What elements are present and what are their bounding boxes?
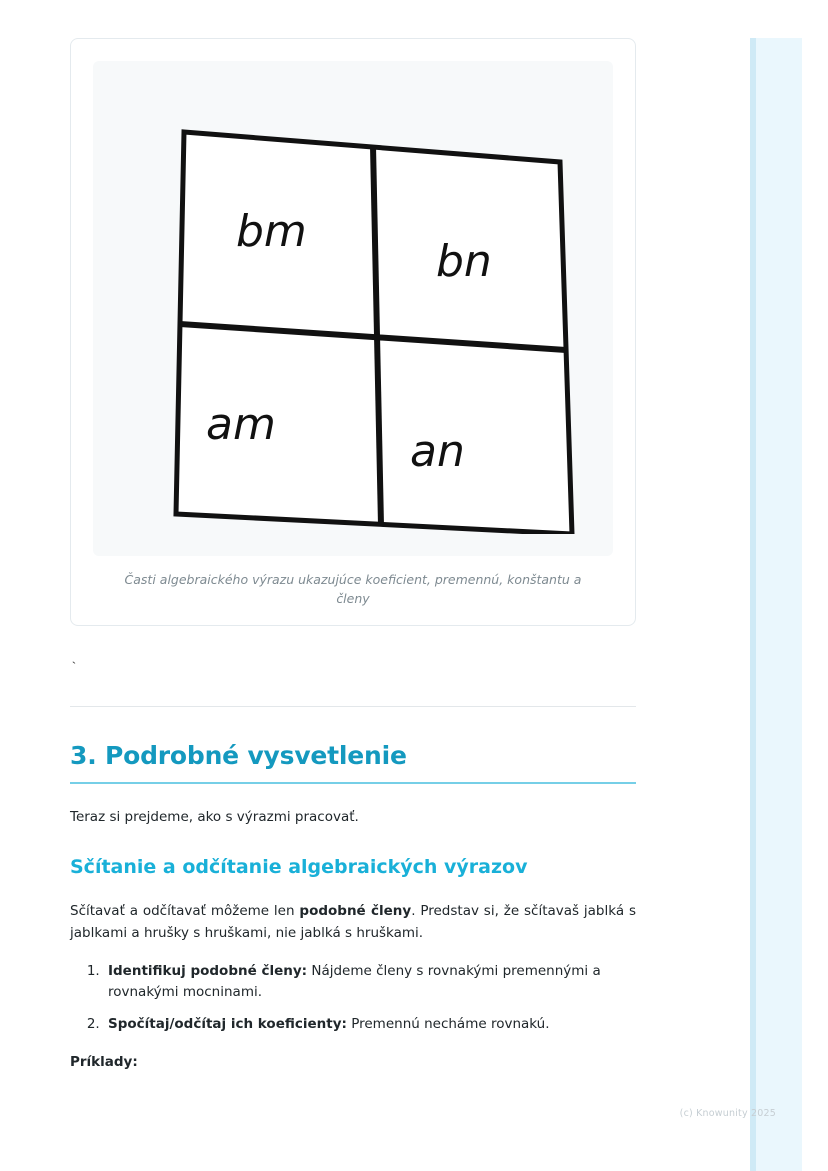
figure-card (70, 38, 636, 626)
figure-cell-label: bn (436, 235, 492, 287)
section-intro-paragraph: Teraz si prejdeme, ako s výrazmi pracovať. (70, 808, 359, 825)
list-item (104, 1014, 636, 1036)
figure-caption: Časti algebraického výrazu ukazujúce koeficient, premennú, konštantu a členy (124, 572, 582, 607)
area-model-diagram (128, 84, 578, 534)
subsection-paragraph (70, 900, 636, 945)
copyright-notice: (c) Knowunity 2025 (679, 1108, 776, 1119)
right-decorative-rail-inner (750, 38, 756, 1171)
paragraph-part-bold: podobné členy (299, 903, 412, 920)
document-page (70, 0, 636, 1070)
subsection-heading: Sčítanie a odčítanie algebraických výrazov (70, 856, 528, 879)
stray-backtick-text: ` (70, 659, 78, 675)
step-text: Nájdeme členy s rovnakými premennými a rovnakými mocninami. (108, 962, 601, 1001)
section-divider (70, 706, 636, 707)
step-text: Premennú necháme rovnakú. (346, 1016, 550, 1033)
section-heading: 3. Podrobné vysvetlenie (70, 741, 636, 784)
step-label: Identifikuj podobné členy: (108, 962, 308, 979)
step-label: Spočítaj/odčítaj ich koeficienty: (108, 1016, 347, 1033)
figure-cell-label: am (206, 398, 276, 450)
paragraph-part-before: Sčítavať a odčítavať môžeme len (70, 903, 300, 920)
figure-cell-label: bm (236, 205, 307, 257)
figure-cell-label: an (410, 425, 465, 477)
list-item (104, 961, 636, 1005)
figure-image (93, 61, 613, 556)
paragraph-part-after: . Predstav si, že sčítavaš jablká s jablkami a hrušky s hruškami, nie jablká s hruškami. (70, 903, 636, 942)
right-decorative-rail (750, 38, 802, 1171)
examples-label: Príklady: (70, 1054, 138, 1071)
steps-list (70, 961, 636, 1037)
